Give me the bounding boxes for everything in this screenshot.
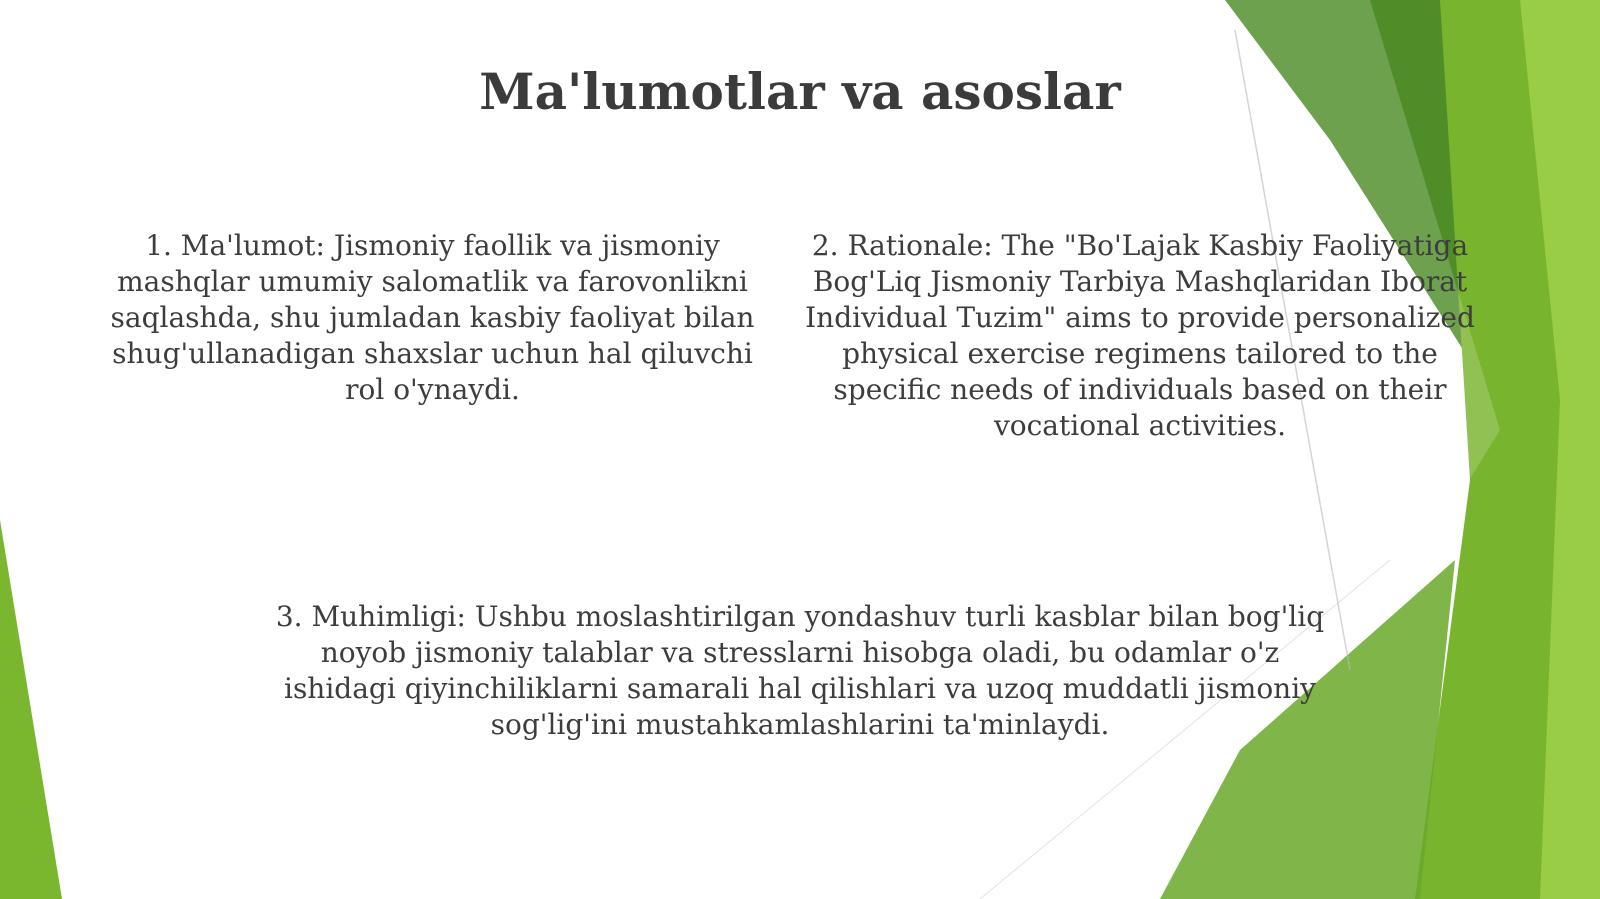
paragraph-importance: 3. Muhimligi: Ushbu moslashtirilgan yondashuv turli kasblar bilan bog'liq noyob jismoniy talablar va stresslarni hisobga oladi, bu odamlar o'z ishidagi qiyinchiliklarni samarali hal qilishlari va uzoq muddatli jismoniy sog'lig'ini mustahkamlashlarini ta'minlaydi. xyxy=(275,600,1325,741)
left-green-wedge xyxy=(0,520,62,899)
paragraph-rationale: 2. Rationale: The "Bo'Lajak Kasbiy Faoliyatiga Bog'Liq Jismoniy Tarbiya Mashqlaridan Iborat Individual Tuzim" aims to provide personalized physical exercise regimens tailored to the specific needs of individuals based on their vocational activities. xyxy=(805,229,1475,442)
paragraph-background: 1. Ma'lumot: Jismoniy faollik va jismoniy mashqlar umumiy salomatlik va farovonlikni saqlashda, shu jumladan kasbiy faoliyat bilan shug'ullanadigan shaxslar uchun hal qiluvchi rol o'ynaydi. xyxy=(110,229,755,406)
slide-title: Ma'lumotlar va asoslar xyxy=(479,62,1121,121)
